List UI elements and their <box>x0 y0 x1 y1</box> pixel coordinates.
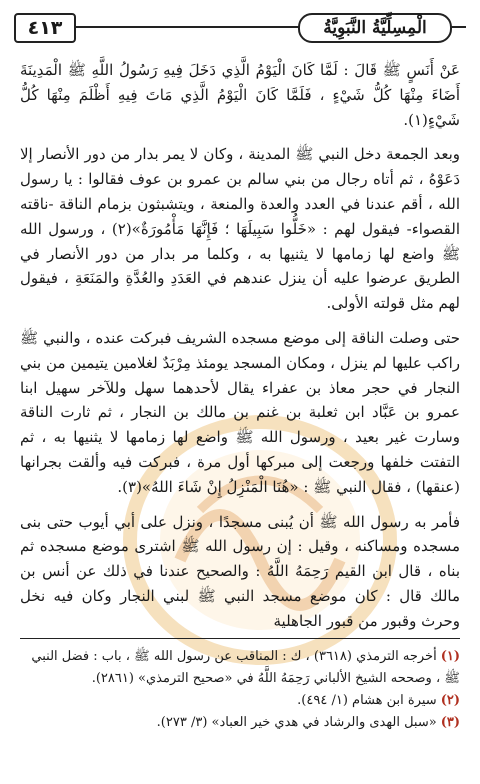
footnote-number: (٣) <box>440 715 460 730</box>
paragraph-hadith: عَنْ أَنَسٍ ﷺ قَالَ : لَمَّا كَانَ الْيَوْمُ الَّذِي دَخَلَ فِيهِ رَسُولُ اللَّهِ ﷺ الْمَدِينَةَ أَضَاءَ مِنْهَا كُلُّ شَيْءٍ ، فَلَمَّا كَانَ الْيَوْمُ الَّذِي مَاتَ فِيهِ أَظْلَمَ مِنْهَا كُلُّ شَيْءٍ(١). <box>20 61 460 129</box>
footnote-2 <box>20 690 460 712</box>
footnote-3 <box>20 712 460 734</box>
book-title: الْمِسِلِّيَّةُ النَّبَوِيَّةُ <box>298 13 452 43</box>
footnote-text: أخرجه الترمذي (٣٦١٨) ، ك : المناقب عن رسول الله ﷺ ، باب : فضل النبي ﷺ ، وصححه الشيخ الألباني رَحِمَهُ اللَّهُ في «صحيح الترمذي» (٢٨٦١). <box>31 649 460 686</box>
footnote-separator <box>20 638 460 639</box>
paragraph-camel: حتى وصلت الناقة إلى موضع مسجده الشريف فبركت عنده ، والنبي ﷺ راكب عليها لم ينزل ، ومكان المسجد يومئذ مِرْبَدٌ لغلامين يتيمين من بني النجار في حجر معاذ بن عفراء يقال لأحدهما سهل وللآخر سهيل ابنا عمرو بن عَبَّاد ابن ثعلبة بن غنم بن مالك بن النجار ، ثم ثارت الناقة وسارت غير بعيد ، ورسول الله ﷺ واضع لها زمامها لا يثنيها به ، ثم التفتت خلفها ورجعت إلى مبركها أول مرة ، فبركت فيه وألقت بجرانها (عنقها) ، فقال النبي ﷺ : «هُنَا الْمَنْزِلُ إِنْ شَاءَ اللهُ»(٣). <box>20 328 460 496</box>
footnote-number: (١) <box>440 649 460 664</box>
footnote-text: سيرة ابن هشام (١/ ٤٩٤). <box>297 693 437 708</box>
main-content <box>20 58 460 644</box>
footnote-number: (٢) <box>440 693 460 708</box>
page-number: ٤١٣ <box>14 13 76 43</box>
footnote-text: «سبل الهدى والرشاد في هدي خير العباد» (٣/ ٢٧٣). <box>156 715 437 730</box>
footnotes <box>20 646 460 734</box>
paragraph-friday: وبعد الجمعة دخل النبي ﷺ المدينة ، وكان لا يمر بدار من دور الأنصار إلا دَعَوْهُ ، ثم أتاه رجال من بني سالم بن عمرو بن عوف فقالوا : يا رسول الله ، أقم عندنا في العدد والعدة والمنعة ، ويتشبثون بزمام الناقة -ناقته القصواء- فيقول لهم : «خَلُّوا سَبِيلَهَا ؛ فَإِنَّهَا مَأْمُورَةٌ»(٢) ، ورسول الله ﷺ واضع لها زمامها لا يثنيها به ، وكلما مر بدار من دور الأنصار في الطريق عرضوا عليه أن ينزل عندهم في العَدَدِ والعُدَّةِ والمَنَعَةِ ، فيقول لهم مثل قولته الأولى. <box>20 145 460 313</box>
page-header <box>14 10 466 44</box>
paragraph-mosque: فأمر به رسول الله ﷺ أن يُبنى مسجدًا ، ونزل على أبي أيوب حتى بنى مسجده ومساكنه ، وقيل : إن رسول الله ﷺ اشترى موضع مسجده ثم بناه ، قال ابن القيم رَحِمَهُ اللَّهُ : والصحيح عندنا في ذلك عن أنس بن مالك قال : كان موضع مسجد النبي ﷺ لبني النجار وكان فيه نخل وحرث وقبور من قبور الجاهلية <box>20 512 460 630</box>
footnote-1 <box>20 646 460 690</box>
